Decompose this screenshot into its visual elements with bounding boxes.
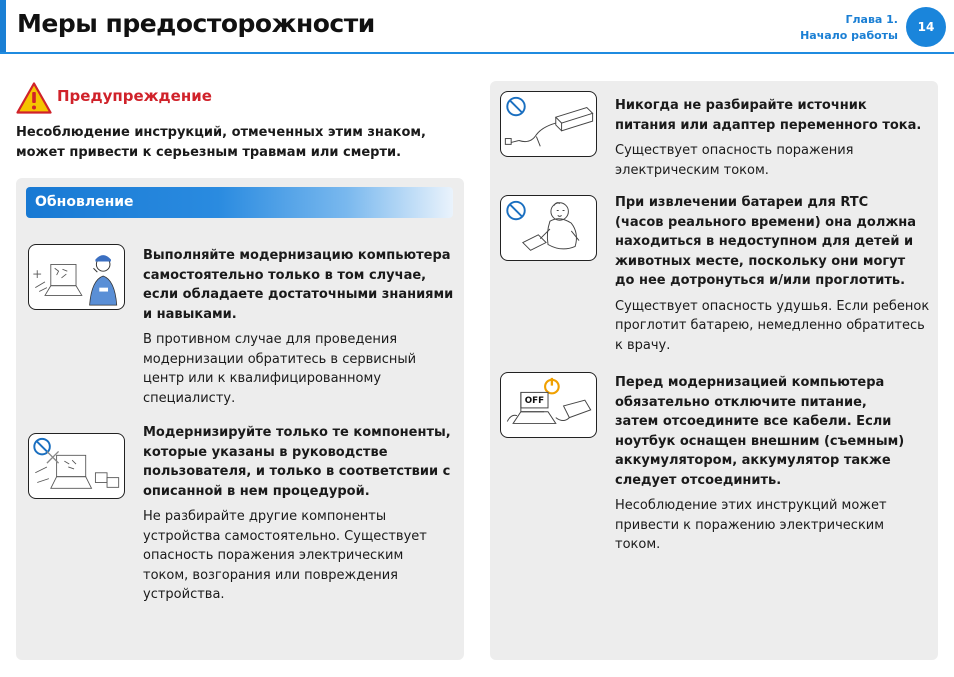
chapter-name: Начало работы [800,29,898,42]
upgrade-item-1-text: В противном случае для проведения модернизации обратитесь в сервисный центр или к квалифицированному специалисту. [143,332,417,406]
adapter-item-heading: Никогда не разбирайте источник питания или адаптер переменного тока. [615,98,922,133]
chapter-label [800,12,898,44]
header-divider [0,52,954,54]
adapter-item [615,96,925,180]
power-safety-panel [490,81,938,660]
section-header-upgrade: Обновление [26,187,453,218]
chapter-number: Глава 1. [845,13,898,26]
disassembly-prohibited-illustration [28,433,125,499]
power-off-item-heading: Перед модернизацией компьютера обязательно отключите питание, затем отсоедините все кабели. Если ноутбук оснащен внешним (съемным) аккумулятором, аккумулятор также следует отсоединить. [615,375,905,488]
header-accent-bar [0,0,6,52]
warning-title: Предупреждение [57,87,212,105]
page-number-badge: 14 [906,7,946,47]
upgrade-item-1-heading: Выполняйте модернизацию компьютера самостоятельно только в том случае, если обладаете достаточными знаниями и навыками. [143,248,454,322]
adapter-item-text: Существует опасность поражения электрическим током. [615,143,854,178]
page-title: Меры предосторожности [17,9,375,38]
rtc-battery-item-heading: При извлечении батареи для RTC (часов реального времени) она должна находиться в недоступном для детей и животных месте, поскольку они могут до нее дотронуться и/или проглотить. [615,195,917,288]
adapter-prohibited-illustration [500,91,597,157]
warning-text: Несоблюдение инструкций, отмеченных этим знаком, может привести к серьезным травмам или смерти. [16,125,426,160]
upgrade-panel [16,178,464,660]
rtc-battery-item [615,193,930,355]
upgrade-item-2 [143,423,458,605]
power-off-item-text: Несоблюдение этих инструкций может привести к поражению электрическим током. [615,498,887,552]
rtc-battery-item-text: Существует опасность удушья. Если ребенок проглотит батарею, немедленно обратитесь к врачу. [615,298,930,353]
upgrade-item-2-text: Не разбирайте другие компоненты устройства самостоятельно. Существует опасность поражения электрическим током, возгорания или повреждения устройства. [143,509,427,602]
power-off-illustration [500,372,597,438]
off-label: OFF [524,396,545,407]
warning-triangle-icon [16,82,52,114]
power-off-item [615,373,930,555]
technician-illustration [28,244,125,310]
upgrade-item-2-heading: Модернизируйте только те компоненты, которые указаны в руководстве пользователя, и только в соответствии с описанной в нем процедурой. [143,425,451,499]
rtc-battery-child-illustration [500,195,597,261]
upgrade-item-1 [143,246,458,408]
